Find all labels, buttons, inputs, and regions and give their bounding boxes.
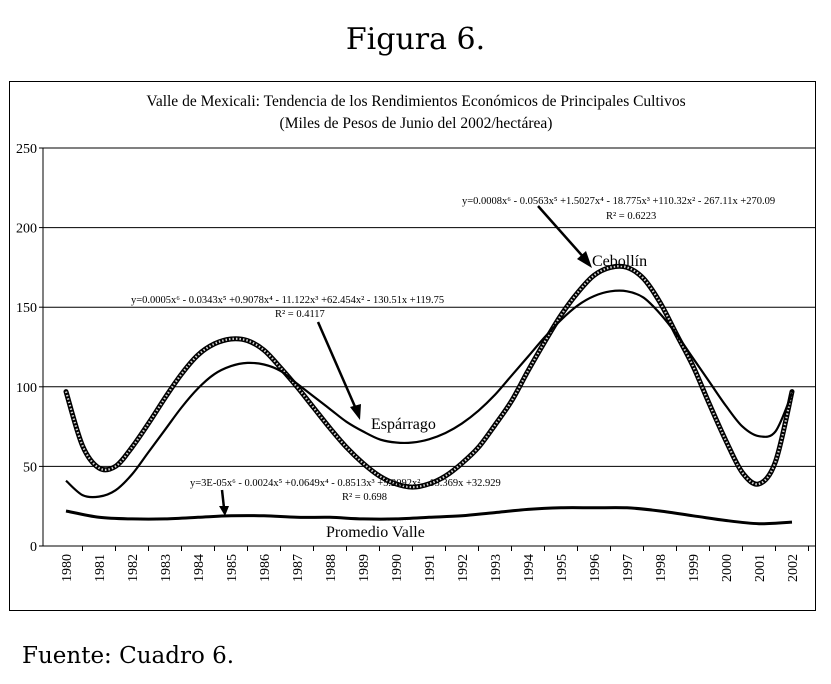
y-tick-label: 100 (16, 380, 37, 396)
x-tick-label: 1991 (423, 554, 438, 582)
equation-cebollin: y=0.0008x⁶ - 0.0563x⁵ +1.5027x⁴ - 18.775x³ +110.32x² - 267.11x +270.09 (462, 196, 776, 207)
source-note: Fuente: Cuadro 6. (22, 643, 235, 669)
x-tick-label: 1986 (258, 554, 273, 582)
x-tick-label: 2000 (720, 554, 735, 582)
y-tick-label: 150 (16, 301, 37, 317)
x-tick-label: 1998 (654, 554, 669, 582)
x-tick-label: 1985 (225, 554, 240, 582)
chart-frame (9, 81, 816, 611)
equation-promedio: y=3E-05x⁶ - 0.0024x⁵ +0.0649x⁴ - 0.8513x³ +5.2092x² - 15.369x +32.929 (190, 478, 501, 489)
r2-promedio: R² = 0.698 (342, 492, 387, 503)
figure-caption: Figura 6. (345, 22, 486, 57)
x-tick-label: 1997 (621, 554, 636, 582)
arrowhead-esparrago (350, 404, 361, 420)
x-tick-label: 1999 (687, 554, 702, 582)
x-tick-label: 2002 (786, 554, 801, 582)
r2-cebollin: R² = 0.6223 (606, 211, 657, 222)
x-tick-label: 1989 (357, 554, 372, 582)
x-tick-label: 1995 (555, 554, 570, 582)
arrow-promedio (222, 490, 224, 508)
y-tick-label: 0 (30, 540, 37, 555)
series-line-promedio-valle (66, 508, 792, 524)
label-esparrago: Espárrago (371, 416, 436, 433)
arrow-cebollin (538, 206, 586, 260)
chart-svg (10, 82, 815, 610)
arrow-esparrago (318, 322, 356, 409)
x-tick-label: 1988 (324, 554, 339, 582)
label-cebollin: Cebollín (592, 253, 648, 270)
x-tick-label: 1983 (159, 554, 174, 582)
y-tick-label: 50 (23, 460, 37, 476)
chart-subtitle: (Miles de Pesos de Junio del 2002/hectárea) (279, 115, 553, 132)
x-tick-label: 2001 (753, 554, 768, 582)
x-tick-label: 1996 (588, 554, 603, 582)
r2-esparrago: R² = 0.4117 (275, 309, 325, 320)
x-tick-label: 1982 (126, 554, 141, 582)
y-tick-label: 200 (16, 221, 37, 237)
x-tick-label: 1980 (60, 554, 75, 582)
y-tick-label: 250 (16, 142, 37, 157)
chart-title: Valle de Mexicali: Tendencia de los Rendimientos Económicos de Principales Cultivos (146, 93, 686, 110)
x-tick-label: 1994 (522, 554, 537, 582)
x-tick-label: 1987 (291, 554, 306, 582)
x-tick-label: 1981 (93, 554, 108, 582)
x-tick-label: 1992 (456, 554, 471, 582)
label-promedio: Promedio Valle (326, 524, 425, 541)
equation-esparrago: y=0.0005x⁶ - 0.0343x⁵ +0.9078x⁴ - 11.122x³ +62.454x² - 130.51x +119.75 (131, 295, 445, 306)
x-tick-label: 1990 (390, 554, 405, 582)
x-tick-label: 1984 (192, 554, 207, 582)
x-tick-label: 1993 (489, 554, 504, 582)
